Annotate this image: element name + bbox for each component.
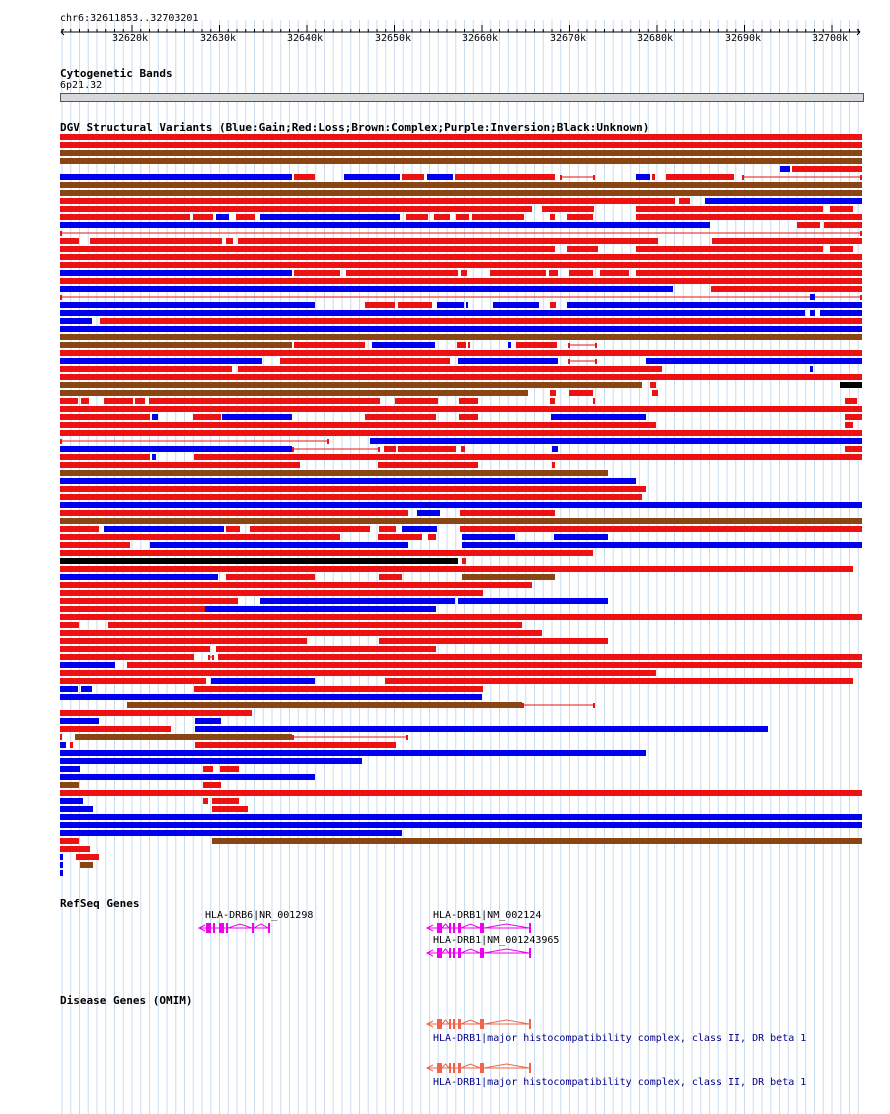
tick-label: 32680k: [636, 33, 674, 44]
omim-gene-exon[interactable]: [453, 1063, 455, 1073]
tick-label: 32630k: [199, 33, 237, 44]
refseq-gene-exon[interactable]: [458, 948, 461, 958]
refseq-gene-exon[interactable]: [268, 923, 270, 933]
omim-gene-intron: [442, 1020, 449, 1024]
refseq-gene-exon[interactable]: [449, 923, 451, 933]
omim-gene-label[interactable]: HLA-DRB1|major histocompatibility complex, class II, DR beta 1: [433, 1077, 807, 1088]
tick-label: 32620k: [111, 33, 149, 44]
refseq-gene-exon[interactable]: [449, 948, 451, 958]
region-label: chr6:32611853..32703201: [60, 13, 199, 24]
refseq-gene-exon[interactable]: [206, 923, 211, 933]
refseq-gene-exon[interactable]: [529, 923, 531, 933]
refseq-gene-exon[interactable]: [437, 923, 442, 933]
omim-gene-label[interactable]: HLA-DRB1|major histocompatibility complex, class II, DR beta 1: [433, 1033, 807, 1044]
refseq-gene-exon[interactable]: [252, 923, 254, 933]
omim-gene-exon[interactable]: [480, 1063, 484, 1073]
refseq-gene-label[interactable]: HLA-DRB6|NR_001298: [205, 910, 314, 921]
omim-gene-exon[interactable]: [458, 1063, 461, 1073]
omim-gene-exon[interactable]: [529, 1019, 531, 1029]
tick-label: 32640k: [286, 33, 324, 44]
refseq-gene-exon[interactable]: [480, 923, 484, 933]
refseq-gene-intron: [442, 924, 449, 928]
refseq-gene-intron: [254, 924, 268, 928]
refseq-gene-exon[interactable]: [213, 923, 215, 933]
omim-gene-intron: [461, 1064, 480, 1068]
omim-gene-intron: [484, 1064, 529, 1068]
refseq-gene-label[interactable]: HLA-DRB1|NM_001243965: [433, 935, 560, 946]
omim-gene-exon[interactable]: [480, 1019, 484, 1029]
omim-gene-exon[interactable]: [449, 1063, 451, 1073]
omim-gene-exon[interactable]: [437, 1063, 442, 1073]
omim-gene-intron: [442, 1064, 449, 1068]
cytoband-track-title: Cytogenetic Bands: [60, 67, 173, 80]
refseq-gene-exon[interactable]: [453, 948, 455, 958]
refseq-gene-intron: [461, 949, 480, 953]
omim-gene-exon[interactable]: [437, 1019, 442, 1029]
refseq-gene-exon[interactable]: [453, 923, 455, 933]
refseq-gene-exon[interactable]: [529, 948, 531, 958]
tick-label: 32690k: [724, 33, 762, 44]
tick-label: 32660k: [461, 33, 499, 44]
refseq-track-title: RefSeq Genes: [60, 897, 140, 910]
tick-label: 32700k: [811, 33, 849, 44]
cytoband-label: 6p21.32: [60, 80, 103, 91]
omim-gene-exon[interactable]: [529, 1063, 531, 1073]
refseq-gene-intron: [442, 949, 449, 953]
dgv-track-title: DGV Structural Variants (Blue:Gain;Red:Loss;Brown:Complex;Purple:Inversion;Black:Unknown): [60, 121, 650, 134]
refseq-gene-exon[interactable]: [437, 948, 442, 958]
refseq-gene-intron: [484, 949, 529, 953]
omim-gene-intron: [461, 1020, 480, 1024]
omim-gene-intron: [484, 1020, 529, 1024]
refseq-gene-exon[interactable]: [219, 923, 224, 933]
tick-label: 32670k: [549, 33, 587, 44]
refseq-gene-intron: [461, 924, 480, 928]
refseq-gene-exon[interactable]: [226, 923, 228, 933]
refseq-gene-exon[interactable]: [480, 948, 484, 958]
omim-gene-exon[interactable]: [453, 1019, 455, 1029]
refseq-gene-exon[interactable]: [458, 923, 461, 933]
tick-label: 32650k: [374, 33, 412, 44]
refseq-gene-intron: [228, 924, 252, 928]
omim-gene-exon[interactable]: [449, 1019, 451, 1029]
omim-track-title: Disease Genes (OMIM): [60, 994, 193, 1007]
refseq-gene-label[interactable]: HLA-DRB1|NM_002124: [433, 910, 542, 921]
omim-gene-exon[interactable]: [458, 1019, 461, 1029]
refseq-gene-intron: [484, 924, 529, 928]
